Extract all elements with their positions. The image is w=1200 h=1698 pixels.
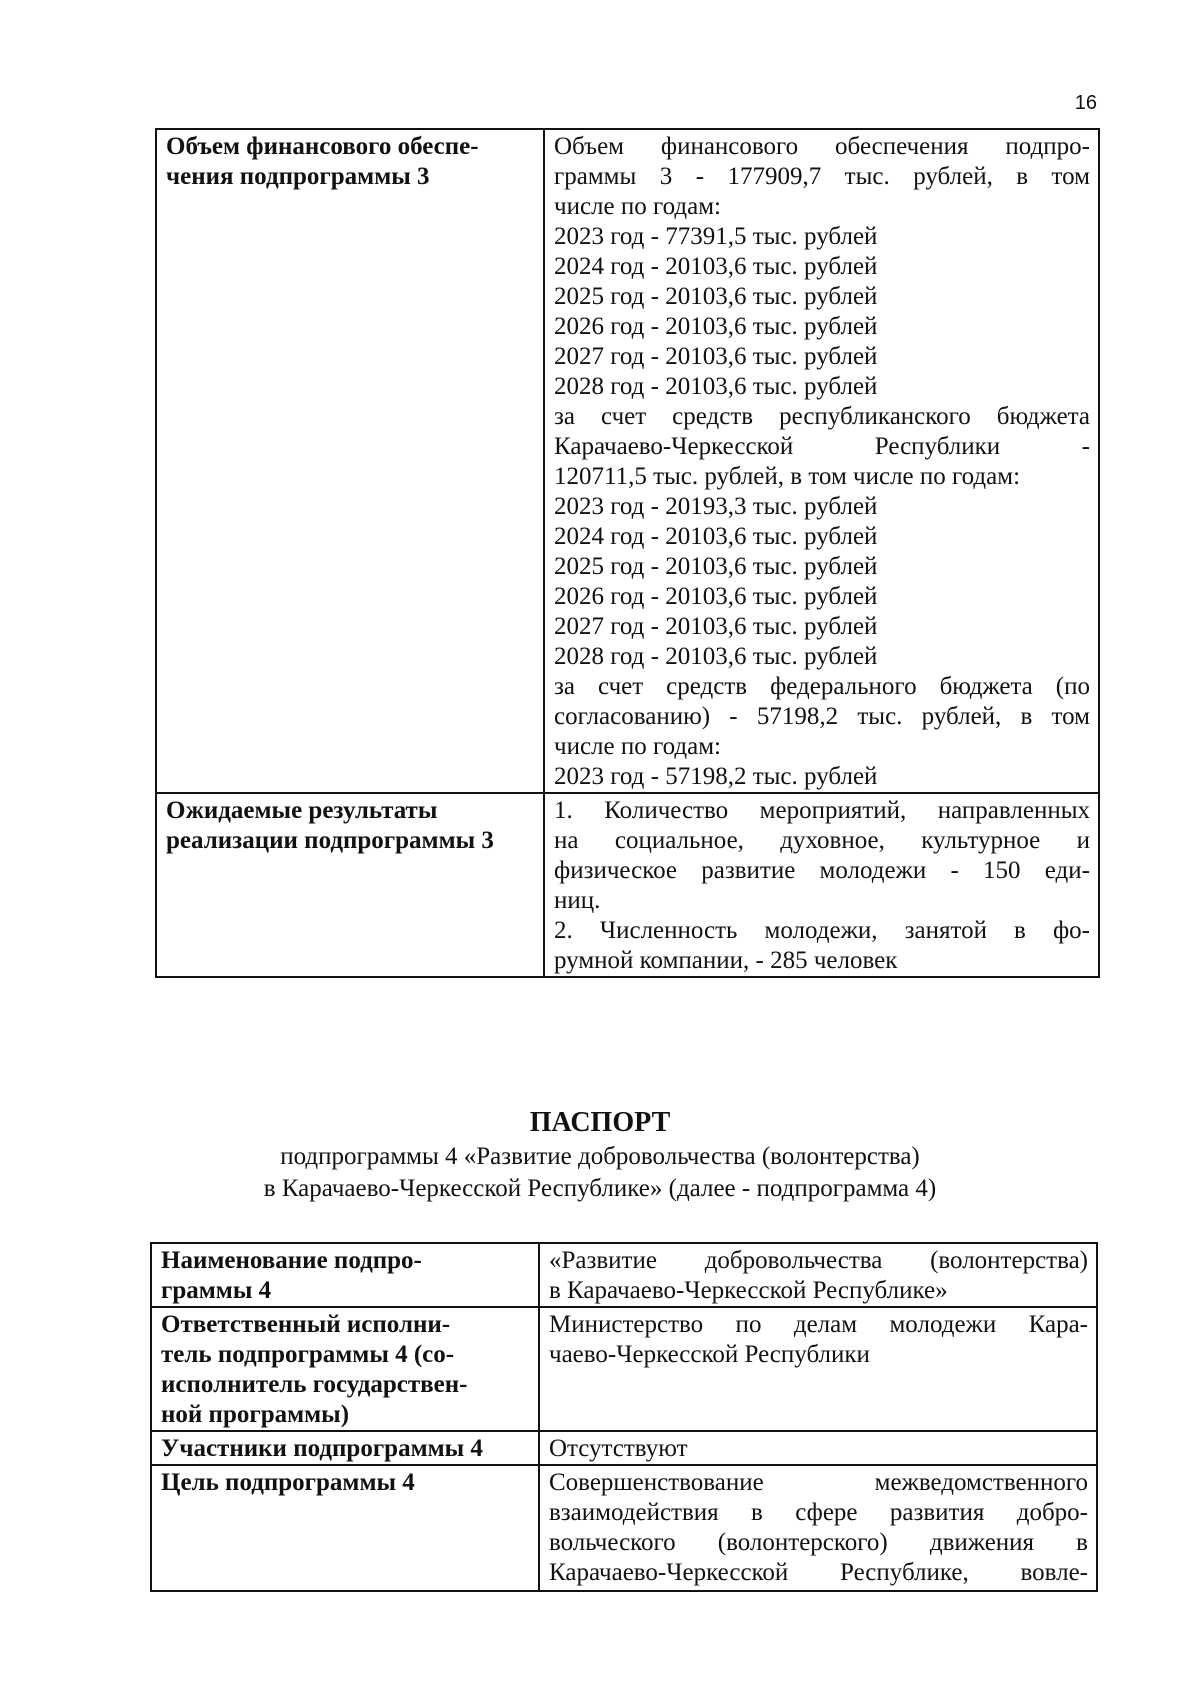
- value-line: 2028 год - 20103,6 тыс. рублей: [554, 643, 878, 670]
- passport-table-subprogram-4: [150, 1242, 1098, 1592]
- label-line: Наименование подпро-: [161, 1247, 422, 1274]
- label-line: Участники подпрограммы 4: [161, 1435, 483, 1462]
- row-label-participants: [151, 1431, 539, 1465]
- row-value-participants: [539, 1431, 1097, 1465]
- financing-table-subprogram-3: [155, 128, 1100, 978]
- row-value-expected-results: [544, 793, 1099, 977]
- value-line: физическое развитие молодежи - 150 еди-: [554, 857, 1090, 884]
- value-line: 2027 год - 20103,6 тыс. рублей: [554, 343, 878, 370]
- value-line: 2023 год - 77391,5 тыс. рублей: [554, 223, 878, 250]
- value-line: граммы 3 - 177909,7 тыс. рублей, в том: [554, 163, 1090, 190]
- value-line: 1. Количество мероприятий, направленных: [554, 797, 1090, 824]
- label-line: реализации подпрограммы 3: [166, 827, 494, 854]
- value-line: ниц.: [554, 887, 601, 914]
- value-line: на социальное, духовное, культурное и: [554, 827, 1090, 854]
- value-line: вольческого (волонтерского) движения в: [549, 1529, 1088, 1556]
- value-line: 2. Численность молодежи, занятой в фо-: [554, 917, 1090, 944]
- label-line: тель подпрограммы 4 (со-: [161, 1341, 455, 1368]
- value-line: 2026 год - 20103,6 тыс. рублей: [554, 583, 878, 610]
- value-line: 2026 год - 20103,6 тыс. рублей: [554, 313, 878, 340]
- value-line: числе по годам:: [554, 193, 721, 220]
- value-line: Совершенствование межведомственного: [549, 1469, 1088, 1496]
- row-value-responsible-executor: [539, 1307, 1097, 1431]
- value-line: 2023 год - 57198,2 тыс. рублей: [554, 763, 878, 790]
- value-line: «Развитие добровольчества (волонтерства): [549, 1247, 1088, 1274]
- row-label-name: [151, 1243, 539, 1307]
- row-label-responsible-executor: [151, 1307, 539, 1431]
- label-line: Ответственный исполни-: [161, 1311, 451, 1338]
- row-label-expected-results: [156, 793, 544, 977]
- table-row: [156, 793, 1099, 977]
- value-line: 2027 год - 20103,6 тыс. рублей: [554, 613, 878, 640]
- value-line: в Карачаево-Черкесской Республике»: [549, 1277, 948, 1304]
- row-label-financing: [156, 129, 544, 793]
- table-row: [151, 1243, 1097, 1307]
- value-line: числе по годам:: [554, 733, 721, 760]
- row-label-goal: [151, 1465, 539, 1591]
- row-value-goal: [539, 1465, 1097, 1591]
- value-line: 2024 год - 20103,6 тыс. рублей: [554, 523, 878, 550]
- passport-subtitle-line: в Карачаево-Черкесской Республике» (далее - подпрограмма 4): [263, 1175, 937, 1202]
- value-line: 2028 год - 20103,6 тыс. рублей: [554, 373, 878, 400]
- row-value-name: [539, 1243, 1097, 1307]
- page-number: 16: [1074, 92, 1097, 114]
- value-line: румной компании, - 285 человек: [554, 947, 898, 974]
- label-line: чения подпрограммы 3: [166, 163, 430, 190]
- value-line: 2025 год - 20103,6 тыс. рублей: [554, 283, 878, 310]
- value-line: взаимодействия в сфере развития добро-: [549, 1499, 1088, 1526]
- value-line: 2023 год - 20193,3 тыс. рублей: [554, 493, 878, 520]
- table-row: [151, 1307, 1097, 1431]
- row-value-financing: [544, 129, 1099, 793]
- table-row: [151, 1431, 1097, 1465]
- value-line: чаево-Черкесской Республики: [549, 1341, 870, 1368]
- value-line: за счет средств федерального бюджета (по: [554, 673, 1090, 700]
- value-line: 2024 год - 20103,6 тыс. рублей: [554, 253, 878, 280]
- value-line: Карачаево-Черкесской Республике, вовле-: [549, 1559, 1088, 1586]
- value-line: согласованию) - 57198,2 тыс. рублей, в том: [554, 703, 1090, 730]
- value-line: Отсутствуют: [549, 1435, 688, 1462]
- table-row: [151, 1465, 1097, 1591]
- label-line: Объем финансового обеспе-: [166, 133, 479, 160]
- value-line: Карачаево-Черкесской Республики -: [554, 433, 1090, 460]
- table-row: [156, 129, 1099, 793]
- label-line: ной программы): [161, 1401, 350, 1428]
- label-line: исполнитель государствен-: [161, 1371, 468, 1398]
- value-line: 2025 год - 20103,6 тыс. рублей: [554, 553, 878, 580]
- passport-subtitle-line: подпрограммы 4 «Развитие добровольчества (волонтерства): [280, 1143, 920, 1170]
- value-line: Министерство по делам молодежи Кара-: [549, 1311, 1088, 1338]
- label-line: граммы 4: [161, 1277, 272, 1304]
- value-line: за счет средств республиканского бюджета: [554, 403, 1090, 430]
- passport-title: ПАСПОРТ: [529, 1107, 671, 1138]
- label-line: Ожидаемые результаты: [166, 797, 438, 824]
- value-line: Объем финансового обеспечения подпро-: [554, 133, 1090, 160]
- value-line: 120711,5 тыс. рублей, в том числе по годам:: [554, 463, 1021, 490]
- label-line: Цель подпрограммы 4: [161, 1469, 415, 1496]
